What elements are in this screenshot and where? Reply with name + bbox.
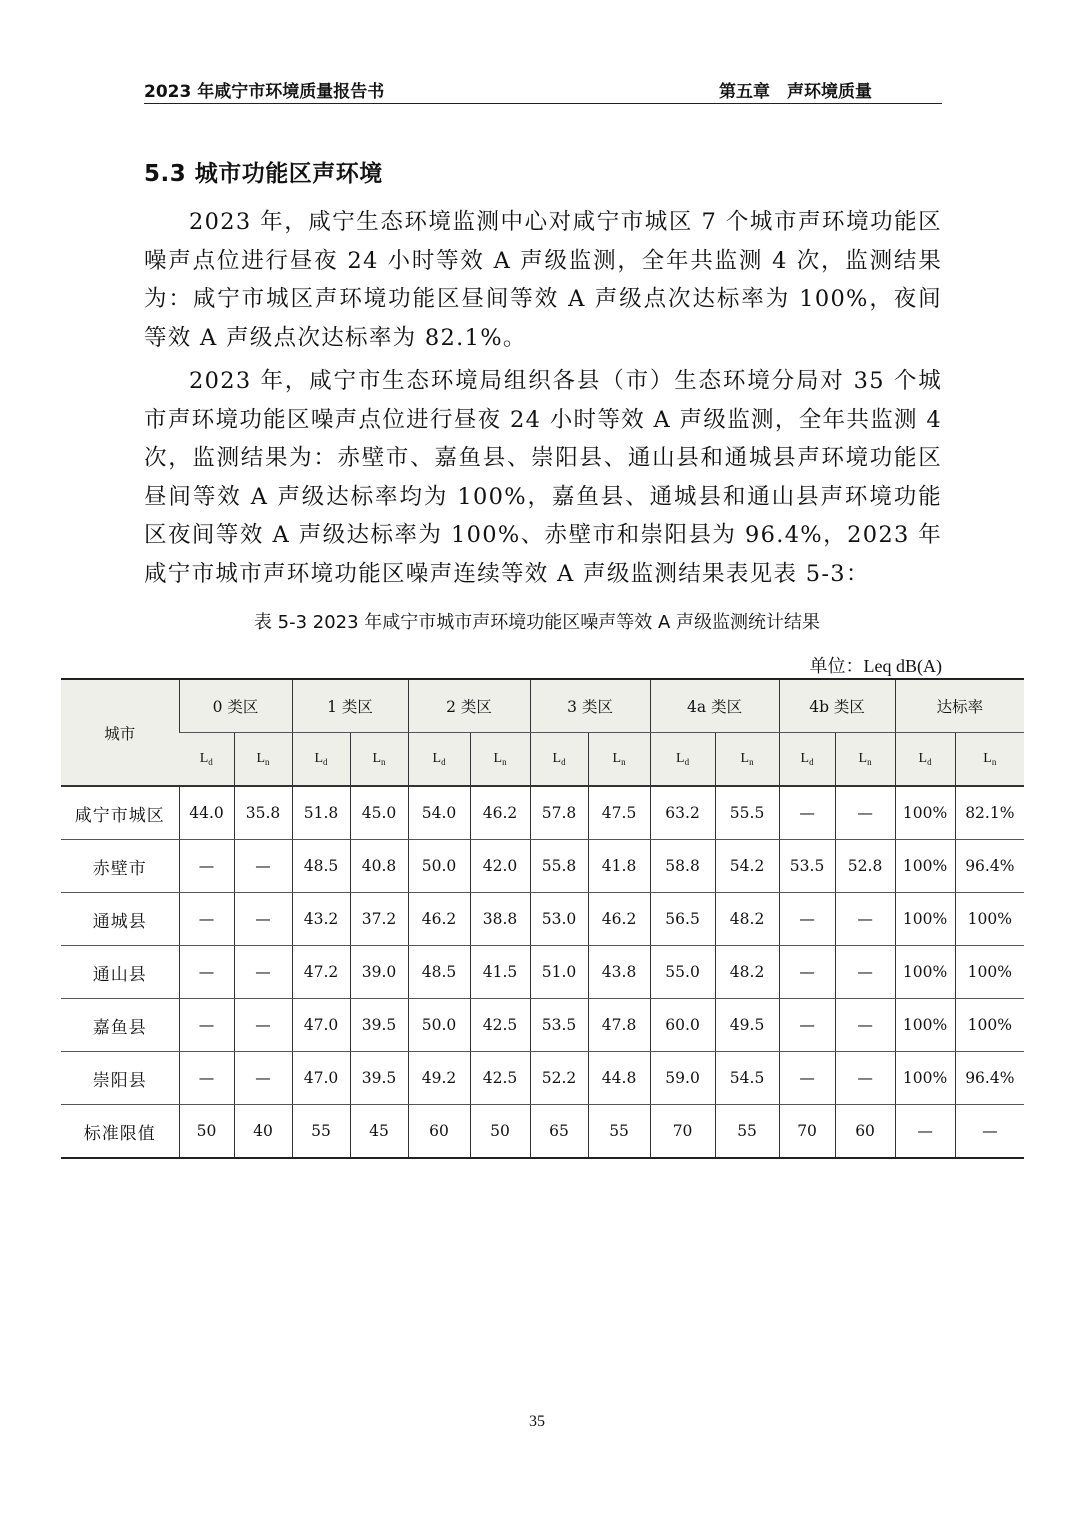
table-row <box>61 786 1024 840</box>
table-cell: 51.0 <box>530 946 588 999</box>
table-cell: 42.5 <box>470 1052 530 1105</box>
level-symbol: L <box>740 751 750 766</box>
table-cell: 50.0 <box>408 999 470 1052</box>
group-header: 4b 类区 <box>779 679 895 733</box>
table-row <box>61 1052 1024 1105</box>
noise-results-table <box>61 678 1024 1159</box>
night-level-header <box>955 733 1024 787</box>
table-cell: 59.0 <box>650 1052 715 1105</box>
table-cell: 50 <box>470 1105 530 1159</box>
table-cell: — <box>179 893 234 946</box>
table-cell: 100% <box>955 893 1024 946</box>
level-symbol: L <box>372 751 382 766</box>
table-row <box>61 999 1024 1052</box>
row-city-name: 通城县 <box>61 893 179 946</box>
paragraph-1: 2023 年，咸宁生态环境监测中心对咸宁市城区 7 个城市声环境功能区噪声点位进行昼夜 24 小时等效 A 声级监测，全年共监测 4 次，监测结果为：咸宁市城区声环境功能区昼间等效 A 声级点次达标率为 100%，夜间等效 A 声级点次达标率为 82.1%。 <box>144 209 942 351</box>
table-cell: 39.5 <box>350 1052 408 1105</box>
table-cell: — <box>234 840 292 893</box>
sub-header-row <box>61 733 1024 787</box>
level-subscript: n <box>621 757 626 767</box>
table-cell: 39.5 <box>350 999 408 1052</box>
level-symbol: L <box>800 751 810 766</box>
table-cell: 53.5 <box>779 840 835 893</box>
row-city-name: 嘉鱼县 <box>61 999 179 1052</box>
table-cell: 47.0 <box>292 1052 350 1105</box>
table-cell: — <box>779 946 835 999</box>
level-subscript: d <box>208 757 213 767</box>
table-cell: 51.8 <box>292 786 350 840</box>
table-cell: 47.2 <box>292 946 350 999</box>
table-head <box>61 679 1024 786</box>
table-cell: 100% <box>895 1052 955 1105</box>
city-header: 城市 <box>61 679 179 786</box>
table-cell: 96.4% <box>955 840 1024 893</box>
report-title: 2023 年咸宁市环境质量报告书 <box>144 82 385 102</box>
table-cell: 38.8 <box>470 893 530 946</box>
table-cell: 54.5 <box>715 1052 779 1105</box>
table-cell: 53.0 <box>530 893 588 946</box>
level-symbol: L <box>983 751 992 766</box>
day-level-header <box>179 733 234 787</box>
table-cell: 60.0 <box>650 999 715 1052</box>
table-cell: 48.5 <box>292 840 350 893</box>
table-cell: 55.5 <box>715 786 779 840</box>
table-cell: 63.2 <box>650 786 715 840</box>
table-cell: 37.2 <box>350 893 408 946</box>
table-cell: 100% <box>895 840 955 893</box>
day-level-header <box>650 733 715 787</box>
table-cell: 100% <box>955 946 1024 999</box>
row-city-name: 标准限值 <box>83 1123 156 1144</box>
table-cell: 52.8 <box>835 840 895 893</box>
table-cell: 47.5 <box>588 786 650 840</box>
table-cell: 58.8 <box>650 840 715 893</box>
table-cell: — <box>835 946 895 999</box>
night-level-header <box>350 733 408 787</box>
night-level-header <box>588 733 650 787</box>
night-level-header <box>470 733 530 787</box>
table-cell: — <box>835 786 895 840</box>
group-header: 达标率 <box>895 679 1024 733</box>
level-symbol: L <box>676 751 685 766</box>
table-cell: 41.8 <box>588 840 650 893</box>
row-city-name: 崇阳县 <box>61 1052 179 1105</box>
table-cell: 60 <box>408 1105 470 1159</box>
level-subscript: n <box>502 757 507 767</box>
table-cell: 65 <box>530 1105 588 1159</box>
table-cell: 50 <box>179 1105 234 1159</box>
table-cell: 56.5 <box>650 893 715 946</box>
level-subscript: n <box>867 757 872 767</box>
paragraph-2: 2023 年，咸宁市生态环境局组织各县（市）生态环境分局对 35 个城市声环境功能区噪声点位进行昼夜 24 小时等效 A 声级监测，全年共监测 4 次，监测结果为：赤壁市、嘉鱼县、崇阳县、通山县和通城县声环境功能区昼间等效 A 声级达标率均为 100%，嘉鱼县、通城县和通山县声环境功能区夜间等效 A 声级达标率为 100%、赤壁市和崇阳县为 96.4%，2023 年咸宁市城市声环境功能区噪声连续等效 A 声级监测结果表见表 5-3： <box>144 368 942 587</box>
level-subscript: d <box>809 757 814 767</box>
group-header: 3 类区 <box>530 679 650 733</box>
table-cell: 35.8 <box>234 786 292 840</box>
level-symbol: L <box>256 751 266 766</box>
table-cell: — <box>895 1105 955 1159</box>
group-header: 1 类区 <box>292 679 408 733</box>
table-cell: 100% <box>955 999 1024 1052</box>
group-header: 0 类区 <box>179 679 292 733</box>
table-cell: — <box>179 999 234 1052</box>
table-cell: 47.0 <box>292 999 350 1052</box>
table-cell: 100% <box>895 946 955 999</box>
table-row <box>61 1105 1024 1159</box>
table-cell: 45 <box>350 1105 408 1159</box>
level-symbol: L <box>432 751 442 766</box>
table-cell: 60 <box>835 1105 895 1159</box>
table-cell: 43.8 <box>588 946 650 999</box>
table-cell: — <box>779 999 835 1052</box>
table-cell: 44.8 <box>588 1052 650 1105</box>
table-cell: — <box>779 893 835 946</box>
table-unit: 单位：Leq dB(A) <box>809 656 942 676</box>
table-cell: 39.0 <box>350 946 408 999</box>
table-cell: 70 <box>650 1105 715 1159</box>
group-header: 4a 类区 <box>650 679 779 733</box>
table-cell: — <box>234 946 292 999</box>
level-subscript: d <box>441 757 446 767</box>
table-cell: 100% <box>895 893 955 946</box>
table-cell: 48.5 <box>408 946 470 999</box>
table-row <box>61 946 1024 999</box>
table-cell: 54.2 <box>715 840 779 893</box>
table-cell: 41.5 <box>470 946 530 999</box>
day-level-header <box>530 733 588 787</box>
table-cell: 96.4% <box>955 1052 1024 1105</box>
row-city-name: 咸宁市城区 <box>61 786 179 840</box>
table-cell: 55 <box>292 1105 350 1159</box>
level-symbol: L <box>918 751 928 766</box>
level-subscript: d <box>323 757 328 767</box>
day-level-header <box>895 733 955 787</box>
table-caption: 表 5-3 2023 年咸宁市城市声环境功能区噪声等效 A 声级监测统计结果 <box>253 612 821 633</box>
table-cell: — <box>835 893 895 946</box>
day-level-header <box>292 733 350 787</box>
table-cell: 42.0 <box>470 840 530 893</box>
table-cell: 55.0 <box>650 946 715 999</box>
table-cell: 47.8 <box>588 999 650 1052</box>
level-symbol: L <box>199 751 209 766</box>
table-cell: 40 <box>234 1105 292 1159</box>
table-cell: — <box>779 786 835 840</box>
table-cell: — <box>835 1052 895 1105</box>
night-level-header <box>234 733 292 787</box>
level-subscript: n <box>991 757 997 767</box>
group-header: 2 类区 <box>408 679 530 733</box>
table-cell: — <box>234 893 292 946</box>
table-cell: 55 <box>715 1105 779 1159</box>
page-header <box>144 77 942 104</box>
table-cell: — <box>179 1052 234 1105</box>
table-cell: — <box>179 946 234 999</box>
table-cell: 82.1% <box>955 786 1024 840</box>
level-symbol: L <box>858 751 868 766</box>
table-cell: 57.8 <box>530 786 588 840</box>
level-subscript: d <box>927 757 932 767</box>
table-cell: 48.2 <box>715 893 779 946</box>
level-subscript: n <box>749 757 754 767</box>
table-cell: — <box>234 1052 292 1105</box>
level-subscript: d <box>561 757 566 767</box>
table-cell: 45.0 <box>350 786 408 840</box>
level-subscript: n <box>265 757 270 767</box>
table-cell: 42.5 <box>470 999 530 1052</box>
level-symbol: L <box>314 751 324 766</box>
table-cell: 40.8 <box>350 840 408 893</box>
table-cell: 100% <box>895 786 955 840</box>
table-cell: 52.2 <box>530 1052 588 1105</box>
table-cell: — <box>779 1052 835 1105</box>
day-level-header <box>779 733 835 787</box>
table-cell: 44.0 <box>179 786 234 840</box>
table-cell: 49.5 <box>715 999 779 1052</box>
level-symbol: L <box>493 751 503 766</box>
table-cell: 46.2 <box>470 786 530 840</box>
table-cell: 50.0 <box>408 840 470 893</box>
table-cell: 43.2 <box>292 893 350 946</box>
level-symbol: L <box>612 751 622 766</box>
table-row <box>61 840 1024 893</box>
table-cell: — <box>179 840 234 893</box>
chapter-title: 第五章 声环境质量 <box>719 82 872 102</box>
table-cell: 46.2 <box>408 893 470 946</box>
table-cell: 54.0 <box>408 786 470 840</box>
row-city-name: 通山县 <box>61 946 179 999</box>
table-cell: 53.5 <box>530 999 588 1052</box>
table-cell: — <box>234 999 292 1052</box>
night-level-header <box>835 733 895 787</box>
row-city-name: 赤壁市 <box>61 840 179 893</box>
table-cell: 55 <box>588 1105 650 1159</box>
table-body <box>61 786 1024 1158</box>
table-row <box>61 893 1024 946</box>
level-subscript: d <box>684 757 690 767</box>
table-cell: 70 <box>779 1105 835 1159</box>
table-cell: 46.2 <box>588 893 650 946</box>
level-subscript: n <box>381 757 386 767</box>
table-cell: — <box>835 999 895 1052</box>
day-level-header <box>408 733 470 787</box>
table-cell: 100% <box>895 999 955 1052</box>
table-cell: 48.2 <box>715 946 779 999</box>
page-number: 35 <box>529 1413 545 1430</box>
table-cell: — <box>955 1105 1024 1159</box>
table-cell: 55.8 <box>530 840 588 893</box>
table-cell: 49.2 <box>408 1052 470 1105</box>
level-symbol: L <box>552 751 562 766</box>
section-title: 5.3 城市功能区声环境 <box>144 161 383 187</box>
night-level-header <box>715 733 779 787</box>
